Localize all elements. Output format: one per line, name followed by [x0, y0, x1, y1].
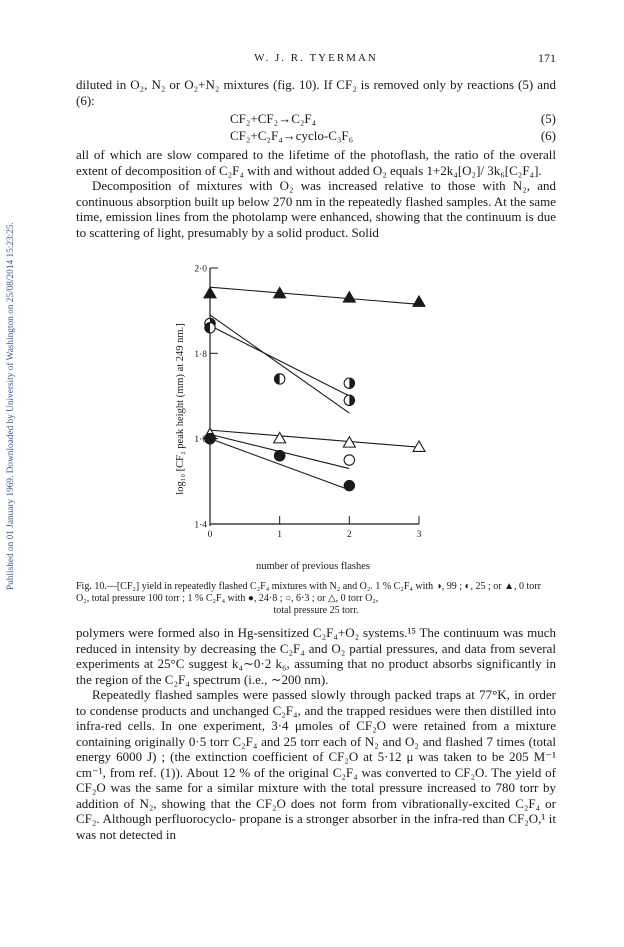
x-tick-label: 2 [346, 530, 352, 540]
data-point-open-circle [344, 455, 354, 465]
equation-6-reaction: CF₂+C₂F₄→cyclo-C₃F₆ [230, 128, 354, 143]
caption-line-2: total pressure 25 torr. [273, 605, 359, 616]
fit-line [210, 439, 349, 490]
figure-caption [76, 581, 556, 617]
equation-6-number: (6) [540, 128, 556, 143]
data-point-filled-triangle [413, 296, 425, 306]
fit-line [210, 315, 349, 413]
data-point-right-half-circle [344, 395, 354, 405]
y-tick-label: 2·0 [194, 264, 207, 275]
running-head-authors: W. J. R. TYERMAN [254, 52, 378, 64]
paragraph-3: Decomposition of mixtures with O₂ was increased relative to those with N₂, and continuous absorption built up below 270 nm in the repeatedly flashed samples. At the same time, emission lines from the photolamp were enhanced, showing that the continuum is due to scattering of light, presumably by a solid product. Solid [76, 178, 556, 240]
y-axis-label: log₁₀ [CF₂ peak height (mm) at 249 nm.] [175, 323, 186, 495]
data-point-filled-circle [344, 480, 354, 490]
paragraph-1: diluted in O₂, N₂ or O₂+N₂ mixtures (fig. 10). If CF₂ is removed only by reactions (5) and (6): [76, 77, 556, 108]
page-number: 171 [538, 51, 556, 65]
x-axis-label: number of previous flashes [255, 561, 371, 572]
chart-axes [210, 268, 419, 526]
paragraph-5: Repeatedly flashed samples were passed slowly through packed traps at 77°K, in order to condense products and unchanged C₂F₄, and the trapped residues were then distilled into infra-red cells. In one experiment, 3·4 μmoles of CF₂O were retained from a mixture containing originally 0·5 torr C₂F₄ and 25 torr each of N₂ and O₂ and flashed 7 times (total energy 6000 J) ; (the extinction coefficient of CF₂O at 5·12 μ was taken to be 205 M⁻¹ cm⁻¹, from ref. (1)). About 12 % of the original C₂F₄ was converted to CF₂O. The yield of CF₂O was the same for a similar mixture with the total pressure increased to 780 torr by addition of N₂, showing that the CF₂O does not form from vibrationally-excited C₂F₄ or CF₂. Although perfluorocyclo- propane is a stronger absorber in the infra-red than CF₂O,¹ it was not detected in [76, 687, 556, 842]
x-tick-label: 1 [277, 530, 283, 540]
download-watermark-text: Published on 01 January 1969. Downloaded by University of Washington on 25/08/2014 15:23:25. [6, 222, 16, 590]
chart-tick-labels [194, 265, 421, 541]
fit-line [210, 326, 349, 396]
chart-fit-lines [210, 287, 419, 490]
data-point-filled-triangle [343, 292, 355, 302]
data-point-filled-circle [274, 451, 284, 461]
x-tick-label: 0 [207, 530, 213, 540]
x-tick-label: 3 [416, 530, 422, 540]
equation-5-reaction: CF₂+CF₂→C₂F₄ [230, 111, 317, 126]
data-point-left-half-circle [274, 374, 284, 384]
data-point-filled-triangle [204, 287, 216, 297]
data-point-open-triangle [413, 441, 425, 451]
data-point-open-triangle [274, 432, 286, 442]
paragraph-4: polymers were formed also in Hg-sensitized C₂F₄+O₂ systems.¹⁵ The continuum was much reduced in intensity by decreasing the C₂F₄ and O₂ partial pressures, and data from several experiments at 25°C suggest k₄∼0·2 k₆, assuming that no product absorbs significantly in the region of the C₂F₄ spectrum (i.e., ∼200 nm). [76, 625, 556, 687]
y-tick-label: 1·4 [194, 520, 207, 531]
data-point-right-half-circle [344, 378, 354, 388]
fit-line [210, 430, 419, 447]
text-block-bottom [76, 625, 556, 842]
fit-line [210, 287, 419, 304]
caption-line-1: Fig. 10.—[CF₂] yield in repeatedly flashed C₂F₄ mixtures with N₂ and O₂. 1 % C₂F₄ with ◑, 99 ; ◐, 25 ; or ▲, 0 torr O₂, total pressure 100 torr ; 1 % C₂F₄ with ●, 24·8 ; ○, 6·3 ; or △, 0 torr O₂, [76, 581, 541, 604]
data-point-left-half-circle [205, 323, 215, 333]
y-tick-label: 1·6 [194, 435, 207, 446]
y-tick-label: 1·8 [194, 349, 207, 360]
equation-5-number: (5) [540, 111, 556, 126]
paragraph-2: all of which are slow compared to the lifetime of the photoflash, the ratio of the overall extent of decomposition of C₂F₄ with and without added O₂ equals 1+2k₄[O₂]/ 3k₆[C₂F₄]. [76, 147, 556, 178]
